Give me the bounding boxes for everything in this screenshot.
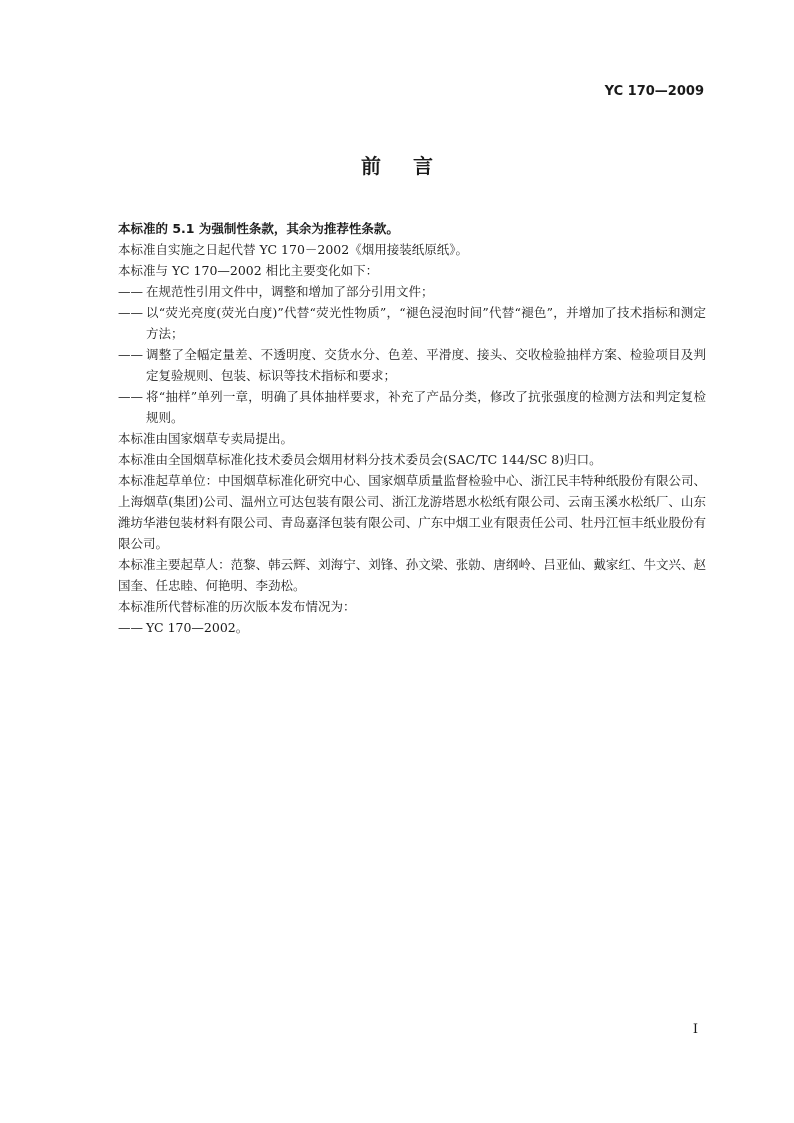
paragraph-proposer: 本标准由国家烟草专卖局提出。 (118, 431, 294, 446)
change-item-text: 将“抽样”单列一章，明确了具体抽样要求，补充了产品分类，修改了抗张强度的检测方法和判定复检规则。 (146, 389, 706, 425)
change-item (118, 281, 706, 302)
paragraph-replaces: 本标准自实施之日起代替 YC 170－2002《烟用接装纸原纸》。 (118, 242, 468, 257)
drafters-text: 本标准主要起草人：范黎、韩云辉、刘海宁、刘锋、孙文梁、张勍、唐纲岭、吕亚仙、戴家红、牛文兴、赵国奎、任忠睦、何艳明、李劲松。 (118, 557, 706, 593)
paragraph-mandatory-clause: 本标准的 5.1 为强制性条款，其余为推荐性条款。 (118, 221, 399, 236)
dash-marker: —— (118, 284, 143, 299)
history-item-text: YC 170—2002。 (146, 620, 249, 635)
change-item (118, 386, 706, 428)
paragraph-committee: 本标准由全国烟草标准化技术委员会烟用材料分技术委员会(SAC/TC 144/SC 8)归口。 (118, 452, 602, 467)
page-title: 前言 (361, 154, 465, 178)
dash-marker: —— (118, 347, 143, 362)
paragraph-history-intro: 本标准所代替标准的历次版本发布情况为： (118, 599, 356, 614)
change-item-text: 调整了全幅定量差、不透明度、交货水分、色差、平滑度、接头、交收检验抽样方案、检验项目及判定复验规则、包装、标识等技术指标和要求； (146, 347, 706, 383)
change-item-text: 以“荧光亮度(荧光白度)”代替“荧光性物质”，“褪色浸泡时间”代替“褪色”，并增加了技术指标和测定方法； (146, 305, 706, 341)
dash-marker: —— (118, 620, 143, 635)
paragraph-changes-intro: 本标准与 YC 170—2002 相比主要变化如下： (118, 263, 379, 278)
dash-marker: —— (118, 305, 143, 320)
dash-marker: —— (118, 389, 143, 404)
change-item-text: 在规范性引用文件中，调整和增加了部分引用文件； (146, 284, 434, 299)
page-number: I (692, 1022, 698, 1037)
change-item (118, 302, 706, 344)
standard-code: YC 170—2009 (604, 84, 704, 99)
paragraph-drafters (118, 554, 706, 596)
drafting-units-text: 本标准起草单位：中国烟草标准化研究中心、国家烟草质量监督检验中心、浙江民丰特种纸股份有限公司、上海烟草(集团)公司、温州立可达包装有限公司、浙江龙游塔恩水松纸有限公司、云南玉溪水松纸厂、山东潍坊华港包装材料有限公司、青岛嘉泽包装有限公司、广东中烟工业有限责任公司、牡丹江恒丰纸业股份有限公司。 (118, 473, 706, 551)
history-item (118, 617, 706, 638)
foreword-body (118, 218, 706, 638)
paragraph-drafting-units (118, 470, 706, 554)
change-item (118, 344, 706, 386)
